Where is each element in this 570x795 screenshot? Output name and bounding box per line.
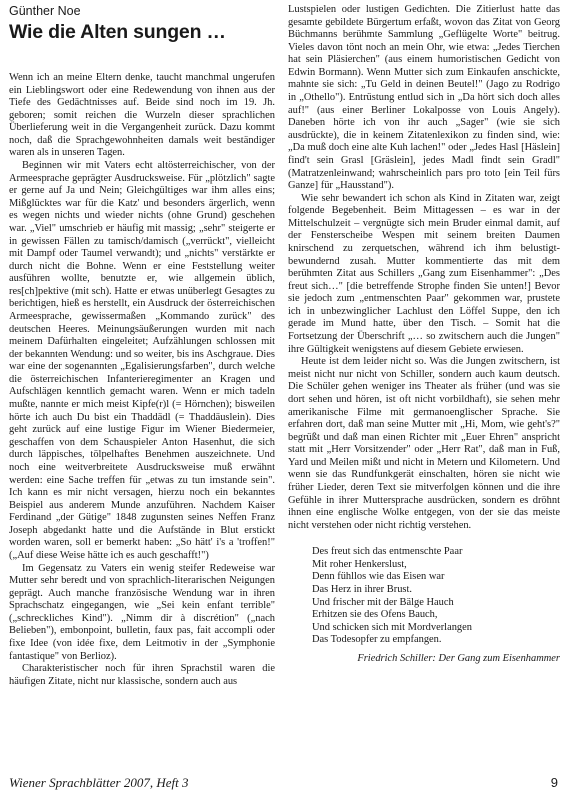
article-title: Wie die Alten sungen … [9, 21, 226, 43]
verse-line: Erhitzen sie des Ofens Bauch, [312, 609, 438, 621]
page-number: 9 [550, 775, 558, 790]
journal-footer: Wiener Sprachblätter 2007, Heft 3 [9, 775, 189, 790]
verse-line: Und frischer mit der Bälge Hauch [312, 596, 454, 608]
paragraph: Heute ist dem leider nicht so. Was die Jungen zwitschern, ist meist nicht nur nicht von Schiller, sondern auch kaum deutsch. Die Schüler gehen weniger ins Theater als früher (und was sie dort sehen und hören, ist oft nicht vorbildhaft), sie sehen mehr amerikanische Filme mit germanoenglischer Sprache. Sie erfahren dort, daß man seine Mutter mit „Hi, Mom, wie geht's?" begrüßt und daß man einen Richter mit „Euer Ehren" anspricht statt mit „Herr Vorsitzender" oder „Herr Rat", daß man in Fuß, Yard und Meilen mißt und nicht in Metern und Kilometern. Und wenn sie das Rundfunkgerät einschalten, hören sie nicht wie früher Lieder, deren Text sie mitverfolgen können und die ihre Gefühle in ihrer Muttersprache ausdrücken, sondern es dröhnt ihnen eine englische Wolke entgegen, von der sie das meiste nicht verstehen oder nicht richtig verstehen. [288, 356, 560, 531]
poem-quote [312, 546, 560, 647]
left-column [9, 72, 275, 688]
verse-line: Das Todesopfer zu empfangen. [312, 634, 442, 646]
verse-line: Des freut sich das entmenschte Paar [312, 546, 463, 558]
paragraph: Beginnen wir mit Vaters echt altösterreichischer, von der Armeesprache geprägter Ausdrucksweise. Für „plötzlich" sagte er gerne auf Ja und Nein; Gleichgültiges war ihm alles eins; Mißglücktes war für die Katz' und besonders ärgerlich, wenn es wegen nichts und wieder nichts (ohne Grund) geschehen war. „Viel" umschrieb er häufig mit massig; „sehr" steigerte er in gewissen Fällen zu tamisch/damisch („verrückt", vielleicht mit Dampf oder Taumel verwandt); und „nichts" verstärkte er durch nicht die Bohne. Wenn er eine Feststellung weiter ausführen wollte, benutzte er, wie allgemein üblich, res[ch]pektive (mit sch). Hatte er etwas unüberlegt Gesagtes zu berichtigen, hieß es herstellt, ein Ausdruck der österreichischen Armeesprache, gewissermaßen „Kommando zurück" des deutschen Heeres. Meinungsäußerungen wurden mit nach meinem Dafürhalten eingeleitet; Aufzählungen schlossen mit der bekannten Wendung: und so weiter, bis ins Aschgraue. Dies war eine der sogenannten „Egalisierungsfarben", durch welche die österreichischen Infanterieregimenter an Kragen und Aufschlägen kenntlich gemacht waren. Wenn er mich tadeln mußte, nannte er mich meist Kipfe(r)l (= Hörnchen); bisweilen hörte ich auch Du bist ein Thaddädl (= Thaddäuslein). Dies geht zurück auf eine lustige Figur im Wiener Biedermeier, geschaffen von dem Schauspieler Anton Hasenhut, die sich durch läppisches, tölpelhaftes Benehmen auszeichnete. Und noch eine weitverbreitete Ausdrucksweise muß erwähnt werden: eine Sache treffen für „etwas zu tun imstande sein". Ich kann es mir nicht versagen, hierzu noch ein bekanntes Beispiel aus anderem Munde anzuführen. Nachdem Kaiser Ferdinand „der Gütige" 1848 zugunsten seines Neffen Franz Joseph abgedankt hatte und die Aufstände in Blut erstickt worden waren, soll er bemerkt haben: „So hätt' i's a 'troffen!" („Auf diese Weise hätte ich es auch geschafft!") [9, 160, 275, 561]
paragraph: Lustspielen oder lustigen Gedichten. Die Zitierlust hatte das gesamte gebildete Bürgertum erfaßt, wovon das Zitat von Georg Büchmanns berühmte Sammlung „Geflügelte Worte" beitrug. Vieles davon tönt noch an mein Ohr, wie etwa: „Jedes Tierchen hat sein Pläsierchen" (aus einem humoristischen Gedicht von Edwin Bormann). Wenn Mutter sich zum Einkaufen anschickte, mahnte sie sich: „Tu Geld in deinen Beutel!" (Jago zu Rodrigo in „Othello"). Entrüstung entlud sich in „Da hört sich doch alles auf!" (aus einer Berliner Lokalposse von Louis Angely). Daneben hörte ich von ihr auch „Sager" (wie sie sich ausdrückte), die in keinem Zitatenlexikon zu finden sind, wie: „Da muß doch eine alte Kuh lachen!" oder „Jedes Hasl [Häslein] find't sein Grasl [Gräslein], jedes Madl findt sein Gradl" (Matratzenleinwand; wahrscheinlich pars pro toto [ein Teil fürs Ganze] für „Hausstand"). [288, 4, 560, 192]
paragraph: Charakteristischer noch für ihren Sprachstil waren die häufigen Zitate, nicht nur klassische, sondern auch aus [9, 663, 275, 687]
right-column [288, 4, 560, 665]
verse-line: Das Herz in ihrer Brust. [312, 584, 412, 596]
verse-line: Mit roher Henkerslust, [312, 558, 407, 570]
paragraph: Im Gegensatz zu Vaters ein wenig steifer Redeweise war Mutter sehr beredt und von sprachlich-literarischen Neigungen geprägt. Auch manche französische Wendung war in ihren Sprachschatz eingegangen, wie „Sei kein enfant terrible" („schreckliches Kind"). „Nimm dir à discrétion" („nach Belieben"), embonpoint, bulletin, faux pas, fait accompli oder fixe Idee (von idée fixe, dem Leitmotiv in der „Symphonie fantastique" von Berlioz). [9, 562, 275, 662]
paragraph: Wie sehr bewandert ich schon als Kind in Zitaten war, zeigt folgende Begebenheit. Beim Mittagessen – es war in der Mittelschulzeit – vergnügte sich mein Bruder einmal damit, auf der Fensterscheibe Wespen mit seinem breiten Daumen knirschend zu zerquetschen, während ich ihm belustigt-bewundernd zusah. Mutter kommentierte das mit dem berühmten Zitat aus Schillers „Gang zum Eisenhammer": „Des freut sich…" [die betreffende Strophe finden Sie unten!] Bevor sie jedoch zum „entmenschten Paar" gekommen war, prustete ich in unbezwinglicher Lachlust den Löffel Suppe, den ich gerade im Mund hatte, über den Tisch. – Somit hat die Fortsetzung der Überschrift „… so zwitschern auch die Jungen" ihre Gültigkeit wenigstens auf diesem Gebiete erwiesen. [288, 192, 560, 355]
verse-line: Denn fühllos wie das Eisen war [312, 571, 445, 583]
paragraph: Wenn ich an meine Eltern denke, taucht manchmal ungerufen ein Lieblingswort oder eine Redewendung von ihnen aus der Tiefe des Gedächtnisses auf. Beide sind noch im 19. Jh. geboren; somit reichen die Wurzeln dieser sprachlichen Überlieferung weit in die Vergangenheit zurück. Dazu kommt noch, daß die Sprachgewohnheiten damals weit beständiger waren als in unseren Tagen. [9, 72, 275, 159]
verse-line: Und schicken sich mit Mordverlangen [312, 621, 473, 633]
poem-attribution: Friedrich Schiller: Der Gang zum Eisenhammer [357, 652, 560, 664]
author-name: Günther Noe [9, 4, 81, 18]
